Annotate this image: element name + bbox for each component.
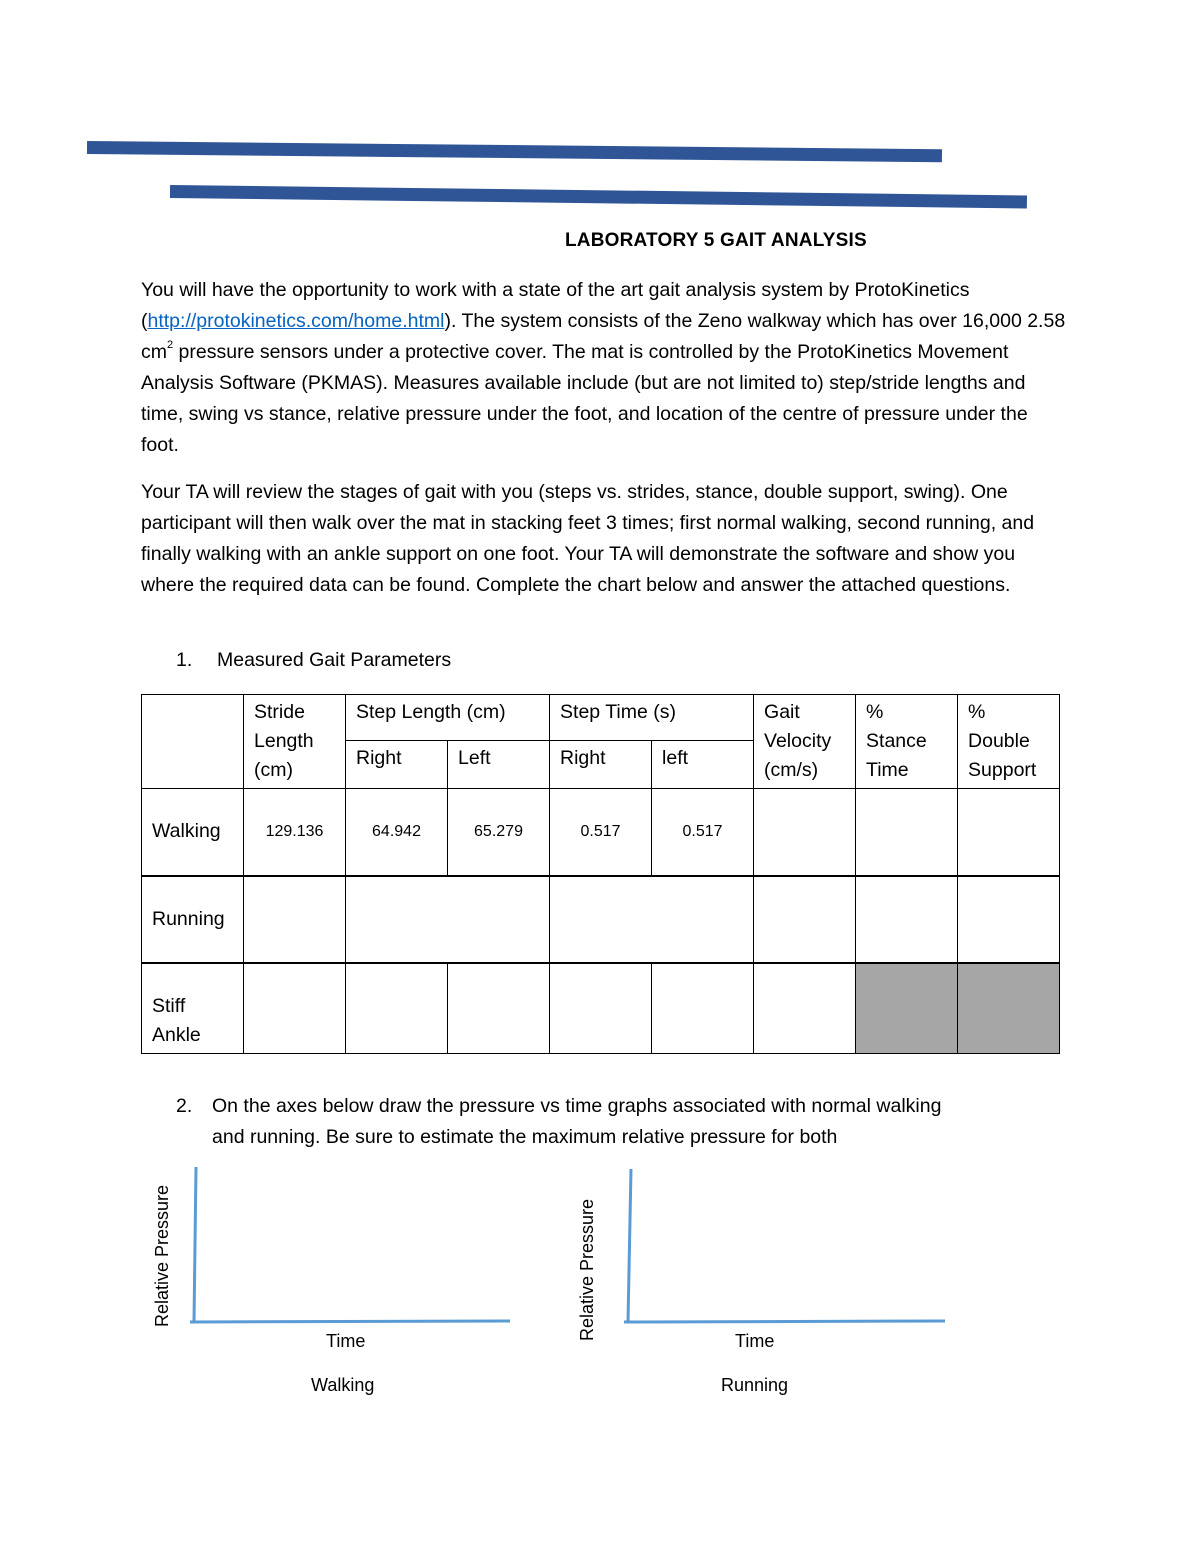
walking-y-axis xyxy=(194,1167,196,1322)
intro-text-1: You will have the opportunity to work with a state of the art gait analysis system by ProtoKinetics ( xyxy=(141,279,970,332)
protokinetics-link[interactable]: http://protokinetics.com/home.html xyxy=(147,310,445,332)
table-row-stiff-ankle xyxy=(142,963,1060,1054)
walking-double-support[interactable] xyxy=(958,789,1060,876)
stiff-stride-length[interactable] xyxy=(244,963,346,1054)
empty-header-cell xyxy=(142,695,244,789)
section-2-line-2: and running. Be sure to estimate the maximum relative pressure for both xyxy=(212,1126,838,1148)
walking-x-axis xyxy=(190,1321,510,1322)
running-gait-velocity[interactable] xyxy=(754,876,856,963)
walking-axes[interactable] xyxy=(185,1165,515,1330)
stiff-step-length-right[interactable] xyxy=(346,963,448,1054)
running-double-support[interactable] xyxy=(958,876,1060,963)
page-title: LABORATORY 5 GAIT ANALYSIS xyxy=(565,230,867,251)
intro-text-3: pressure sensors under a protective cover. The mat is controlled by the ProtoKinetics Movement Analysis Software (PKMAS). Measures available include (but are not limited to) step/stride lengths and time, swing vs stance, relative pressure under the foot, and location of the centre of pressure under the foot. xyxy=(141,341,1028,456)
running-x-axis xyxy=(624,1321,945,1322)
decorative-blue-bar-bottom xyxy=(170,185,1027,208)
running-stride-length[interactable] xyxy=(244,876,346,963)
walking-step-time-left[interactable]: 0.517 xyxy=(652,789,754,876)
walking-stance-time[interactable] xyxy=(856,789,958,876)
row-label-stiff-ankle: Stiff Ankle xyxy=(142,963,244,1054)
table-row-running xyxy=(142,876,1060,963)
intro-text-2: ). The system consists of the Zeno walkway which has over 16,000 2.58 cm xyxy=(141,310,1066,363)
stiff-gait-velocity[interactable] xyxy=(754,963,856,1054)
gait-velocity-header: Gait Velocity (cm/s) xyxy=(754,695,856,789)
walking-step-length-right[interactable]: 64.942 xyxy=(346,789,448,876)
step-length-right-header: Right xyxy=(346,740,448,788)
superscript-2: 2 xyxy=(167,338,174,351)
walking-step-length-left[interactable]: 65.279 xyxy=(448,789,550,876)
step-time-header: Step Time (s) xyxy=(550,695,754,741)
running-x-label: Time xyxy=(735,1331,775,1351)
table-row-walking xyxy=(142,789,1060,876)
step-length-header: Step Length (cm) xyxy=(346,695,550,741)
stiff-double-support-shaded xyxy=(958,963,1060,1054)
running-step-time[interactable] xyxy=(550,876,754,963)
step-time-right-header: Right xyxy=(550,740,652,788)
walking-caption: Walking xyxy=(311,1375,375,1395)
section-2-number: 2. xyxy=(176,1095,193,1117)
running-step-length[interactable] xyxy=(346,876,550,963)
walking-x-label: Time xyxy=(326,1331,366,1351)
stride-length-header: Stride Length (cm) xyxy=(244,695,346,789)
running-y-label: Relative Pressure xyxy=(577,1198,597,1341)
section-2-heading xyxy=(176,1091,1076,1153)
stiff-step-time-right[interactable] xyxy=(550,963,652,1054)
row-label-running: Running xyxy=(142,876,244,963)
step-length-left-header: Left xyxy=(448,740,550,788)
stiff-step-time-left[interactable] xyxy=(652,963,754,1054)
walking-stride-length[interactable]: 129.136 xyxy=(244,789,346,876)
running-caption: Running xyxy=(721,1375,789,1395)
walking-y-label: Relative Pressure xyxy=(152,1184,172,1327)
running-y-axis xyxy=(628,1169,631,1322)
section-1-number: 1. xyxy=(176,649,193,671)
section-1-heading xyxy=(176,649,451,672)
section-2-line-1: On the axes below draw the pressure vs time graphs associated with normal walking xyxy=(212,1095,942,1117)
section-1-title: Measured Gait Parameters xyxy=(217,649,452,671)
row-label-walking: Walking xyxy=(142,789,244,876)
intro-paragraph xyxy=(141,275,1071,461)
walking-gait-velocity[interactable] xyxy=(754,789,856,876)
running-stance-time[interactable] xyxy=(856,876,958,963)
running-axes[interactable] xyxy=(620,1167,950,1330)
decorative-blue-bar-top xyxy=(87,141,942,162)
double-support-header: % Double Support xyxy=(958,695,1060,789)
stance-time-header: % Stance Time xyxy=(856,695,958,789)
step-time-left-header: left xyxy=(652,740,754,788)
stiff-step-length-left[interactable] xyxy=(448,963,550,1054)
stiff-stance-time-shaded xyxy=(856,963,958,1054)
instructions-paragraph: Your TA will review the stages of gait with you (steps vs. strides, stance, double support, swing). One participant will then walk over the mat in stacking feet 3 times; first normal walking, second running, and finally walking with an ankle support on one foot. Your TA will demonstrate the software and show you where the required data can be found. Complete the chart below and answer the attached questions. xyxy=(141,481,1035,596)
walking-step-time-right[interactable]: 0.517 xyxy=(550,789,652,876)
gait-parameters-table xyxy=(141,694,1060,1054)
